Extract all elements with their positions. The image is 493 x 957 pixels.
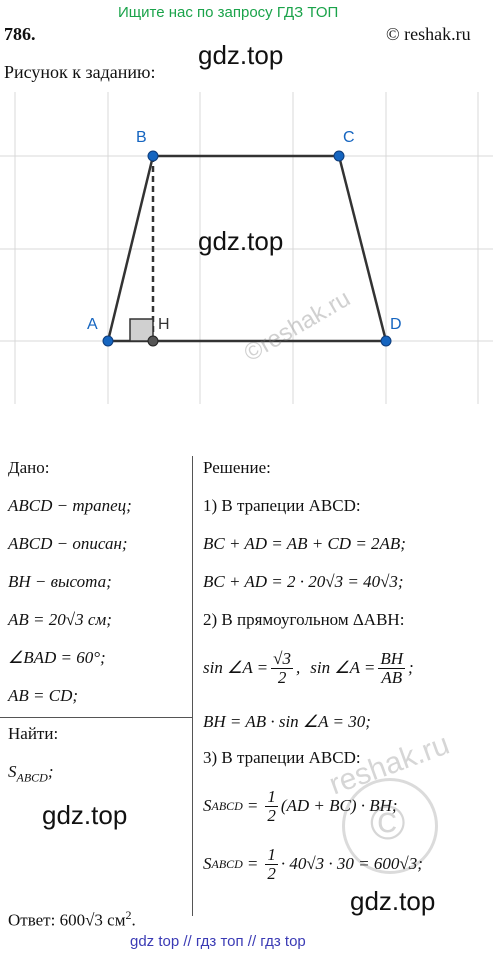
area-result: S ABCD = $\frac{1}{2}$ · 40√3 · 30 = 600√3;	[203, 845, 423, 883]
point-d	[381, 336, 391, 346]
watermark-top: gdz.top	[198, 40, 284, 70]
stamp-text: reshak.ru	[324, 727, 454, 802]
point-c	[334, 151, 344, 161]
copyright-icon: ©	[370, 797, 406, 850]
solution-heading: Решение:	[203, 458, 271, 477]
find-heading: Найти:	[8, 724, 59, 743]
area-formula: S ABCD = $\frac{1}{2}$ (AD + BC) · BH;	[203, 787, 398, 825]
sine-equations: sin ∠A = $\frac{√3}{2}$ , sin ∠A = $\frac{BH}{AB}$ ;	[203, 649, 414, 687]
given-line-4: AB = 20√3 см;	[8, 610, 112, 629]
given-line-1: ABCD − трапец;	[8, 496, 132, 515]
figure-caption: Рисунок к заданию:	[4, 62, 156, 82]
point-b	[148, 151, 158, 161]
watermark-right: gdz.top	[350, 886, 436, 916]
point-a	[103, 336, 113, 346]
label-d: D	[390, 316, 402, 333]
given-line-2: ABCD − описан;	[8, 534, 128, 553]
point-h	[148, 336, 158, 346]
label-c: C	[343, 129, 355, 146]
footer-links: gdz top // гдз топ // гдз top	[130, 933, 306, 950]
equation-2: BC + AD = 2 · 20√3 = 40√3;	[203, 572, 404, 591]
given-divider	[0, 717, 193, 718]
given-heading: Дано:	[8, 458, 50, 477]
equation-bh: BH = AB · sin ∠A = 30;	[203, 712, 371, 731]
search-banner: Ищите нас по запросу ГДЗ ТОП	[118, 4, 339, 21]
column-divider	[192, 456, 193, 916]
label-h: H	[158, 316, 170, 333]
copyright-text: © reshak.ru	[386, 24, 471, 44]
watermark-mid: gdz.top	[198, 226, 284, 256]
watermark-left: gdz.top	[42, 800, 128, 830]
answer: Ответ: 600√3 $см^2$.	[8, 908, 136, 930]
solution-step-1: 1) В трапеции ABCD:	[203, 496, 361, 515]
solution-step-3: 3) В трапеции ABCD:	[203, 748, 361, 767]
solution-step-2: 2) В прямоугольном ΔABH:	[203, 610, 405, 629]
problem-number: 786.	[4, 24, 36, 44]
reshak-stamp	[312, 727, 462, 888]
equation-1: BC + AD = AB + CD = 2AB;	[203, 534, 406, 553]
diagonal-watermark: ©reshak.ru	[239, 284, 355, 368]
given-line-6: AB = CD;	[8, 686, 79, 705]
given-line-5: ∠BAD = 60°;	[8, 648, 106, 667]
label-b: B	[136, 129, 147, 146]
given-line-3: BH − высота;	[8, 572, 112, 591]
find-target: $S_{ABCD}$;	[8, 762, 54, 785]
label-a: A	[87, 316, 98, 333]
